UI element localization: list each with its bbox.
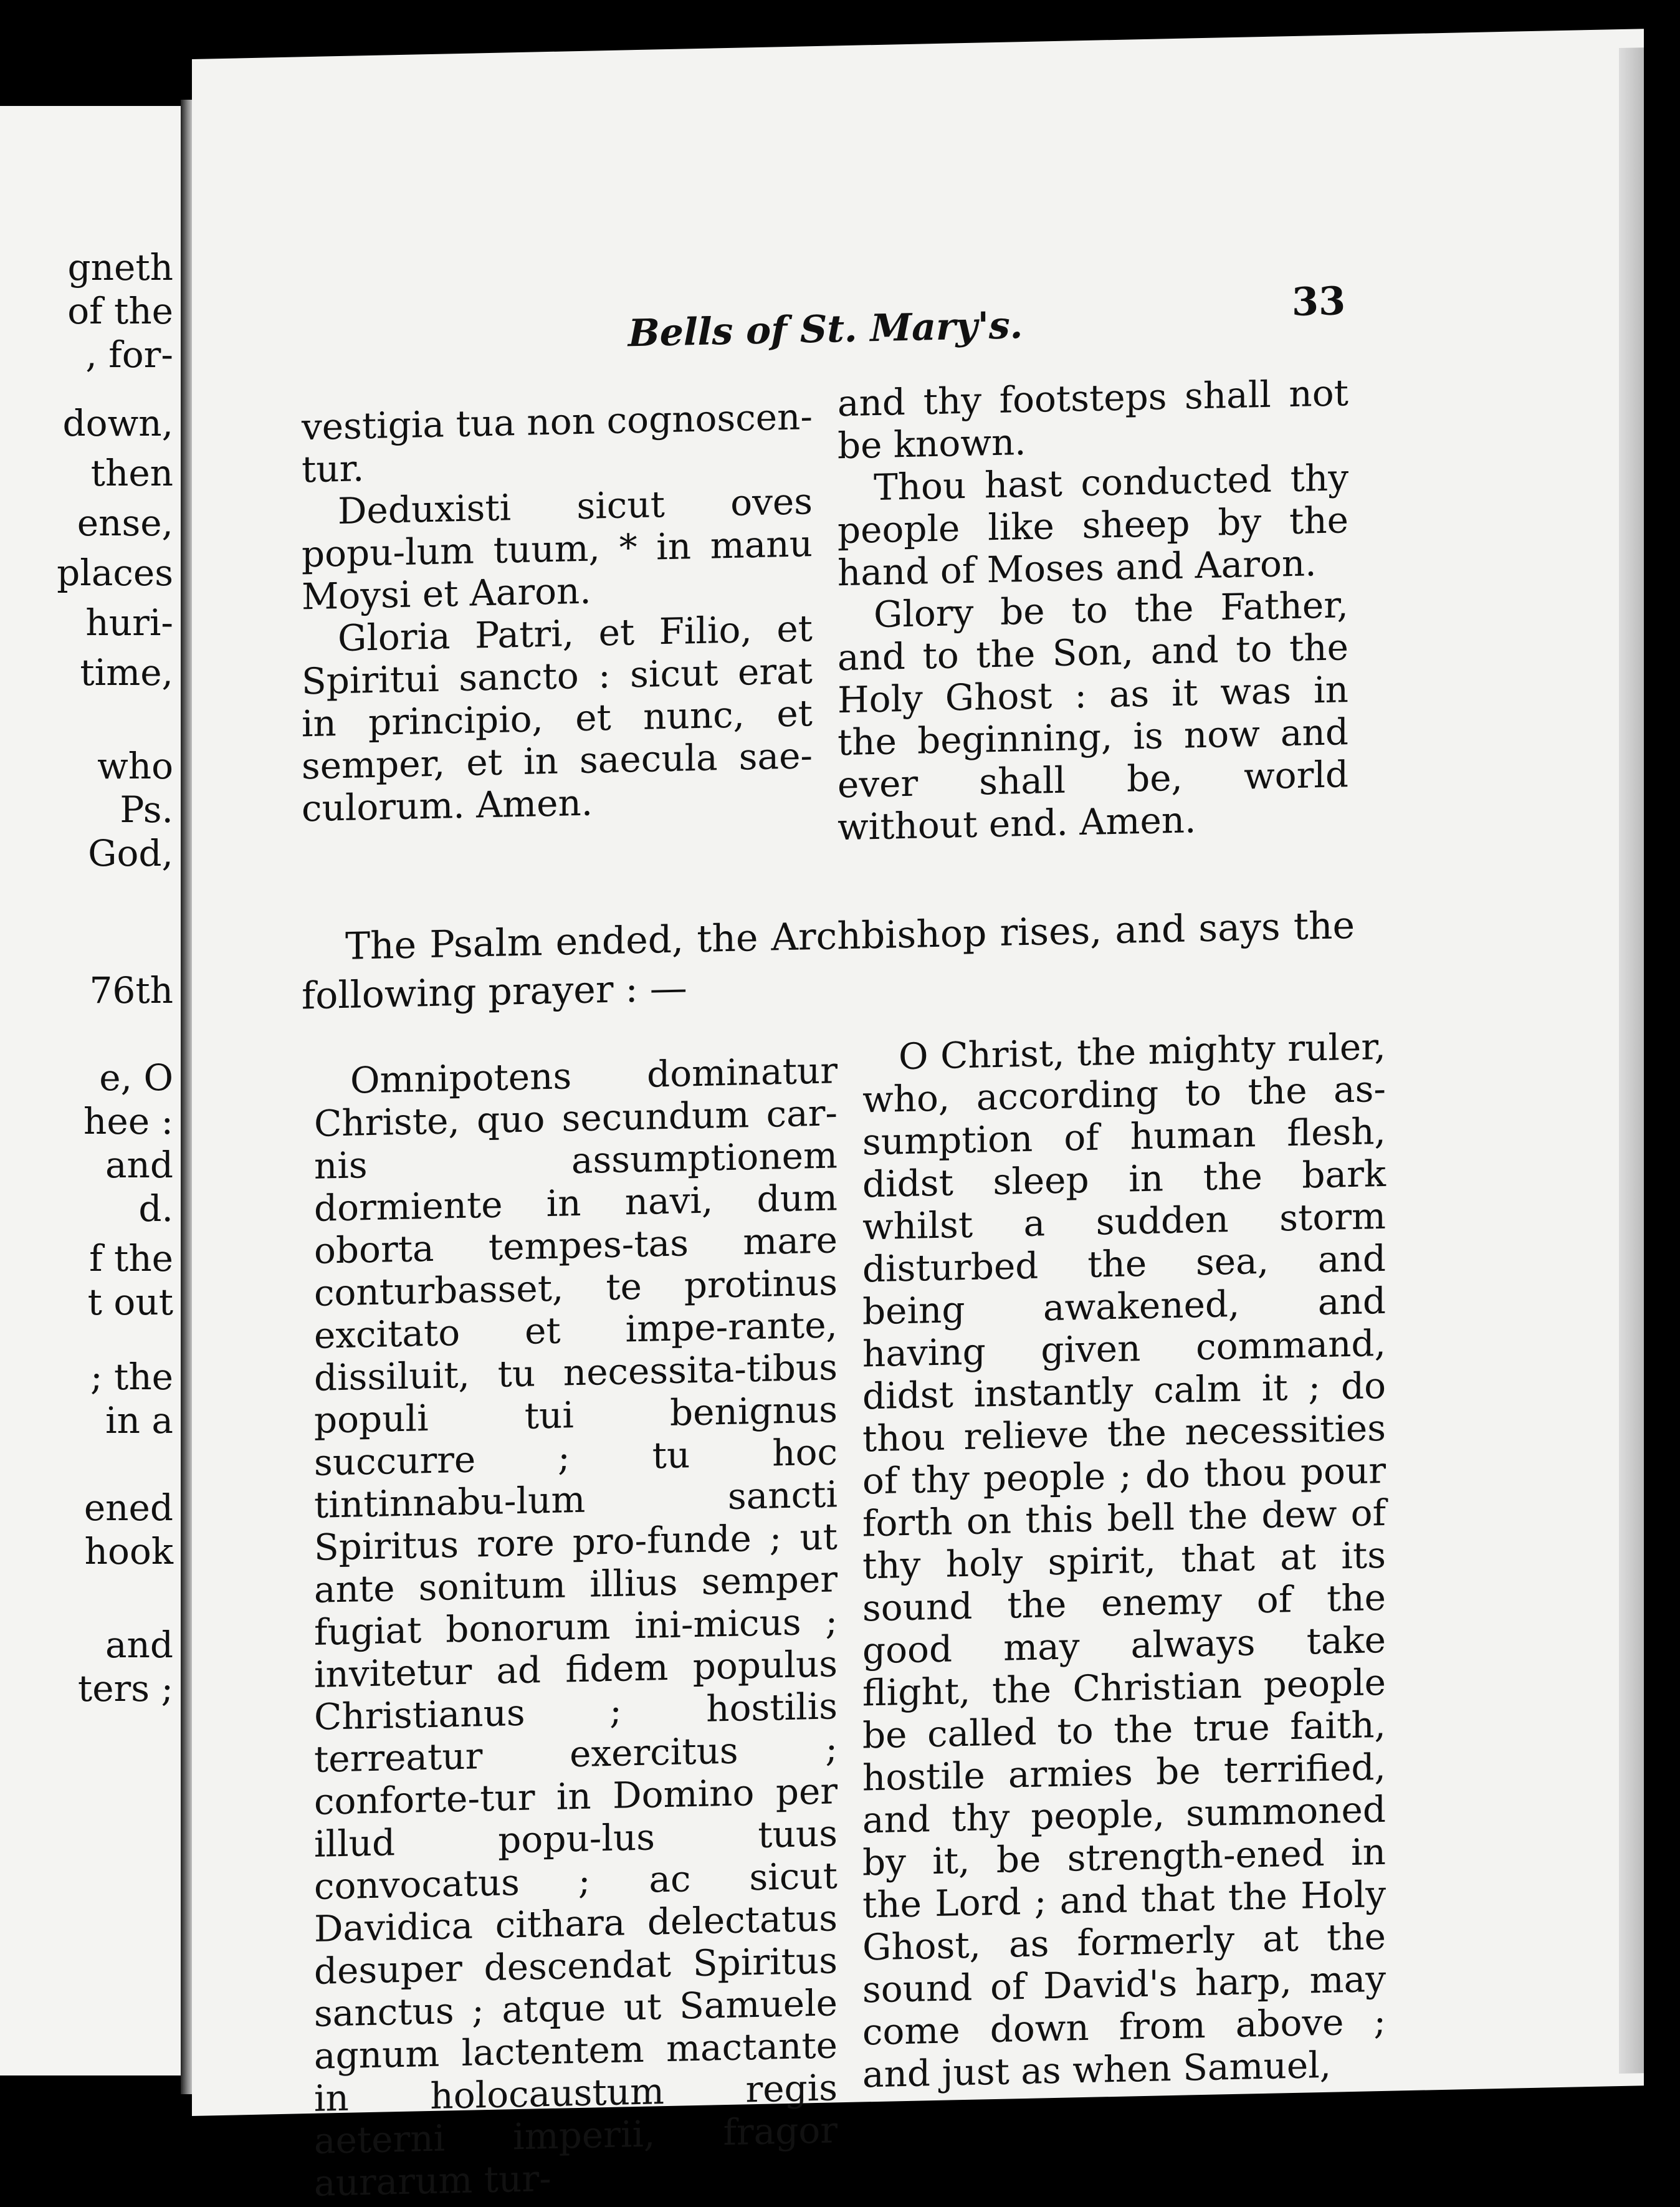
left-page-fragment: ened [84,1486,173,1529]
left-page-fragment: hook [84,1530,173,1573]
latin-prayer: Omnipotens dominatur Christe, quo secundum car-nis assumptionem dormiente in navi, dum oborta tempes-tas mare conturbasset, te protinus excitato et impe-rante, dissiluit, tu necessita-tibus populi tui benignus succurre ; tu hoc tintinnabu-lum sancti Spiritus rore pro-funde ; ut ante sonitum illius semper fugiat bonorum ini-micus ; invitetur ad fidem populus Christianus ; hostilis terreatur exercitus ; conforte-tur in Domino per illud popu-lus tuus convocatus ; ac sicut Davidica cithara delectatus desuper descendat Spiritus sanctus ; atque ut Samuele agnum lactentem mactante in holocaustum regis aeterni imperii, fragor aurarum tur- [314,1049,838,2205]
left-page-fragment: then [90,452,173,494]
left-page-fragment: e, O [99,1056,173,1099]
page-edge [1619,47,1644,2074]
latin-column-top [302,395,813,830]
latin-verse-2: Deduxisti sicut oves popu-lum tuum, * in manu Moysi et Aaron. [302,480,813,618]
left-page-fragment: t out [87,1281,173,1323]
left-page-fragment: ; the [90,1356,173,1398]
english-verse-1: and thy footsteps shall not be known. [838,371,1348,467]
latin-prayer-column [314,1049,838,2205]
left-page-fragment: gneth [67,246,173,289]
left-page-fragment: , for- [85,333,173,376]
left-page-fragment: ense, [77,502,173,544]
left-page-fragment: of the [67,290,173,332]
english-verse-3: Glory be to the Father, and to the Son, and to the Holy Ghost : as it was in the beginning, is now and ever shall be, world without end. Amen. [838,583,1348,849]
english-verse-2: Thou hast conducted thy people like sheep by the hand of Moses and Aaron. [838,456,1348,595]
left-page-fragment: in a [105,1399,173,1442]
left-page-fragment: 76th [89,969,173,1012]
latin-verse-3: Gloria Patri, et Filio, et Spiritui sancto : sicut erat in principio, et nunc, et semper, et in saecula sae-culorum. Amen. [302,607,813,830]
left-page-fragment: ters ; [77,1667,173,1710]
latin-verse-1: vestigia tua non cognoscen-tur. [302,395,813,491]
english-prayer: O Christ, the mighty ruler, who, according to the as-sumption of human flesh, didst sleep in the bark whilst a sudden storm disturbed the sea, and being awakened, and having given command, didst instantly calm it ; do thou relieve the necessities of thy people ; do thou pour forth on this bell the dew of thy holy spirit, that at its sound the enemy of the good may always take flight, the Christian people be called to the true faith, hostile armies be terrified, and thy people, summoned by it, be strength-ened in the Lord ; and that the Holy Ghost, as formerly at the sound of David's harp, may come down from above ; and just as when Samuel, [862,1025,1386,2096]
left-page-fragment: d. [138,1187,173,1230]
running-head: Bells of St. Mary's. [628,304,1023,356]
left-page-fragment: places [57,552,173,594]
left-page-fragment: and [105,1144,173,1186]
right-page [192,29,1644,2205]
english-prayer-column [862,1025,1386,2096]
left-page-fragment: f the [89,1237,173,1280]
left-page-fragment: time, [80,651,173,694]
rubric-text: The Psalm ended, the Archbishop rises, and says the following prayer : — [302,903,1355,1018]
left-page-fragment: and [105,1624,173,1666]
left-page-fragment: hee : [84,1100,173,1142]
left-page-fragment: Ps. [120,788,173,831]
left-page-fragment: huri- [85,601,173,644]
left-page [0,106,198,2075]
left-page-fragment: God, [88,832,173,874]
left-page-fragment: who [97,745,173,787]
left-page-fragment: down, [62,402,173,444]
rubric-instruction [302,901,1355,1020]
english-column-top [838,371,1348,848]
page-number: 33 [1292,278,1346,325]
